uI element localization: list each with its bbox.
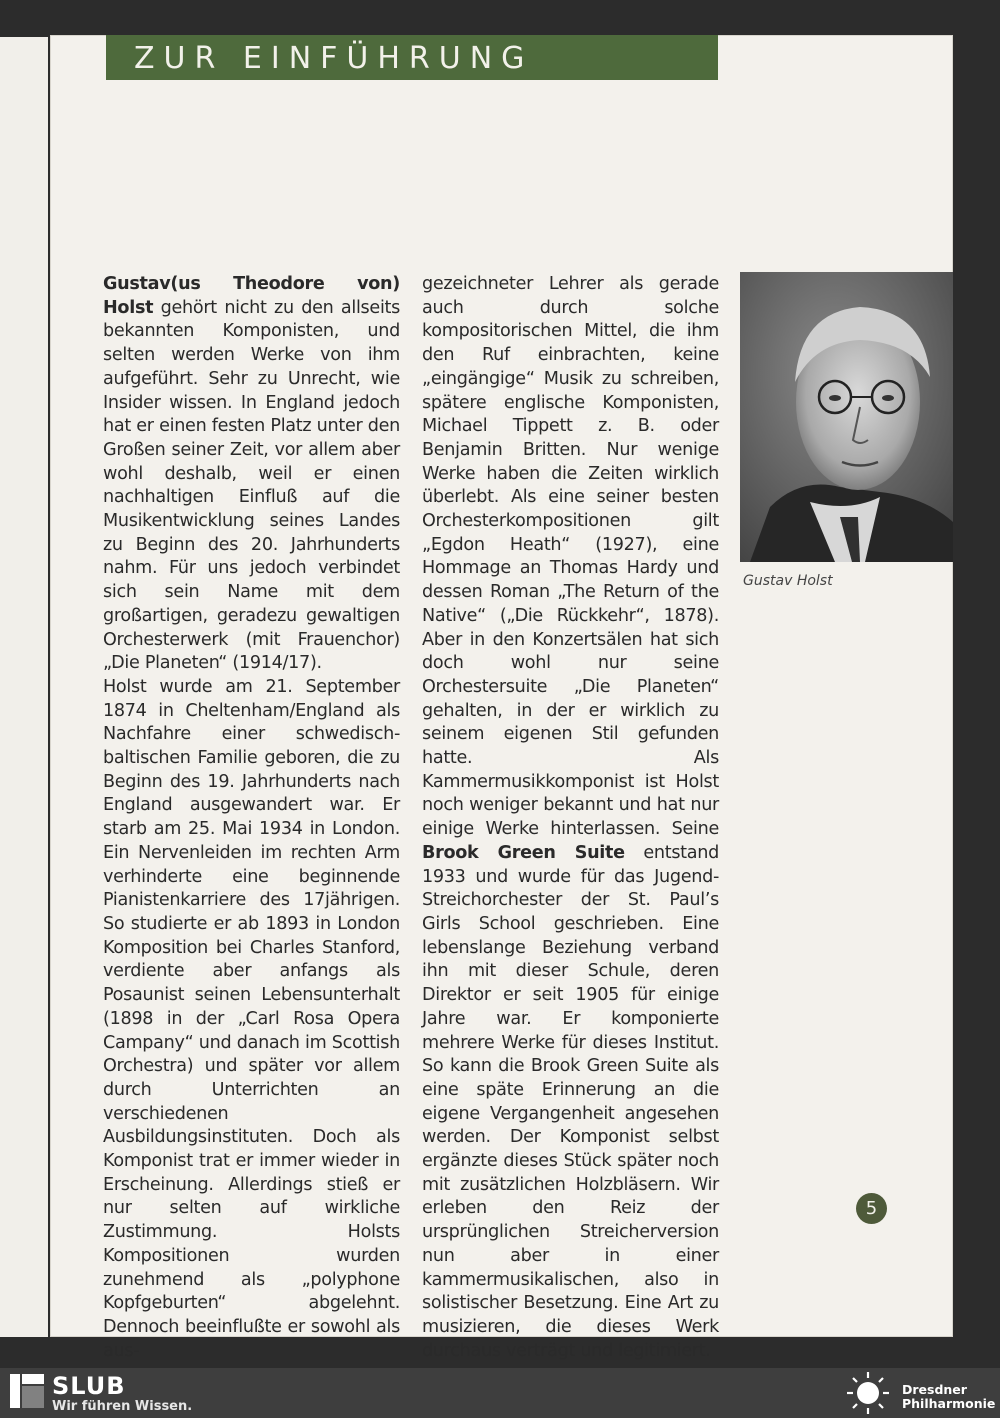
facing-page-edge: [0, 37, 48, 1337]
philharmonie-line-1: Dresdner: [902, 1382, 967, 1397]
slub-logo-icon: [10, 1374, 44, 1408]
slub-name: SLUB: [52, 1372, 126, 1400]
paragraph-works: [422, 273, 719, 1363]
works-text-after: entstand 1933 und wurde für das Jugend-Streichorchester der St. Paul’s Girls School geschrieben. Eine lebenslange Beziehung verband ihn mit dieser Schule, deren Direktor er seit 1905 für einige Jahre war. Er komponierte mehrere Werke für dieses Institut. So kann die Brook Green Suite als eine späte Erinnerung an die eigene Vergangenheit angesehen werden. Der Komponist selbst ergänzte dieses Stück später noch mit zusätzlichen Holzbläsern. Wir erleben den Reiz der ursprünglichen Streicherversion nun aber in einer kammermusikalischen, also in solistischer Besetzung. Eine Art zu musizieren, die dieses Werk durchaus verträgt und legitimiert.: [422, 842, 719, 1361]
section-header-bar: [106, 35, 718, 80]
intro-text: gehört nicht zu den allseits bekannten Komponisten, und selten werden Werke von ihm aufgeführt. Sehr zu Unrecht, wie Insider wissen. In England jedoch hat er einen festen Platz unter den Großen seiner Zeit, vor allem aber wohl deshalb, weil er einen nachhaltigen Einfluß auf die Musikentwicklung seines Landes zu Beginn des 20. Jahrhunderts nahm. Für uns jedoch verbindet sich sein Name mit dem großartigen, geradezu gewaltigen Orchesterwerk (mit Frauenchor) „Die Planeten“ (1914/17).: [103, 297, 400, 674]
slub-tagline: Wir führen Wissen.: [52, 1399, 193, 1414]
photo-caption: Gustav Holst: [743, 573, 833, 589]
philharmonie-line-2: Philharmonie: [902, 1396, 996, 1411]
footer-bar: [0, 1368, 1000, 1418]
section-title: ZUR EINFÜHRUNG: [134, 41, 534, 76]
philharmonie-sun-logo-icon: [842, 1370, 894, 1416]
brook-green-suite-title: Brook Green Suite: [422, 842, 625, 863]
text-column-right: [422, 273, 719, 1363]
philharmonie-wordmark: [902, 1383, 995, 1411]
page-number: 5: [856, 1193, 887, 1224]
brochure-page: [50, 35, 953, 1361]
composer-full-name: Gustav(us Theodore von) Holst: [103, 274, 400, 318]
works-text-before: gezeichneter Lehrer als gerade auch durch solche kompositorischen Mittel, die ihm den Ruf einbrachten, keine „eingängige“ Musik zu schreiben, spätere englische Komponisten, Michael Tippett z. B. oder Benjamin Britten. Nur wenige Werke haben die Zeiten wirklich überlebt. Als eine seiner besten Orchesterkompositionen gilt „Egdon Heath“ (1927), eine Hommage an Thomas Hardy und dessen Roman „The Return of the Native“ („Die Rückkehr“, 1878). Aber in den Konzertsälen hat sich doch wohl nur seine Orchestersuite „Die Planeten“ gehalten, in der er wirklich zu seinem eigenen Stil gefunden hatte. Als Kammermusikkomponist ist Holst noch weniger bekannt und hat nur einige Werke hinterlassen. Seine: [422, 274, 719, 840]
paragraph-biography: Holst wurde am 21. September 1874 in Cheltenham/England als Nachfahre einer schwedisch-baltischen Familie geboren, die zu Beginn des 19. Jahrhunderts nach England ausgewandert war. Er starb am 25. Mai 1934 in London. Ein Nervenleiden im rechten Arm verhinderte eine beginnende Pianistenkarriere des 17jährigen. So studierte er ab 1893 in London Komposition bei Charles Stanford, verdiente aber anfangs als Posaunist seinen Lebensunterhalt (1898 in der „Carl Rosa Opera Campany“ und danach im Scottish Orchestra) und später vor allem durch Unterrichten an verschiedenen Ausbildungsinstituten. Doch als Komponist trat er immer wieder in Erscheinung. Allerdings stieß er nur selten auf wirkliche Zustimmung. Holsts Kompositionen wurden zunehmend als „polyphone Kopfgeburten“ abgelehnt. Dennoch beeinflußte er sowohl als aus-: [103, 676, 400, 1361]
paragraph-intro: [103, 273, 400, 676]
text-column-left: [103, 273, 400, 1363]
portrait-image: [740, 272, 953, 562]
portrait-photo: [740, 272, 953, 562]
